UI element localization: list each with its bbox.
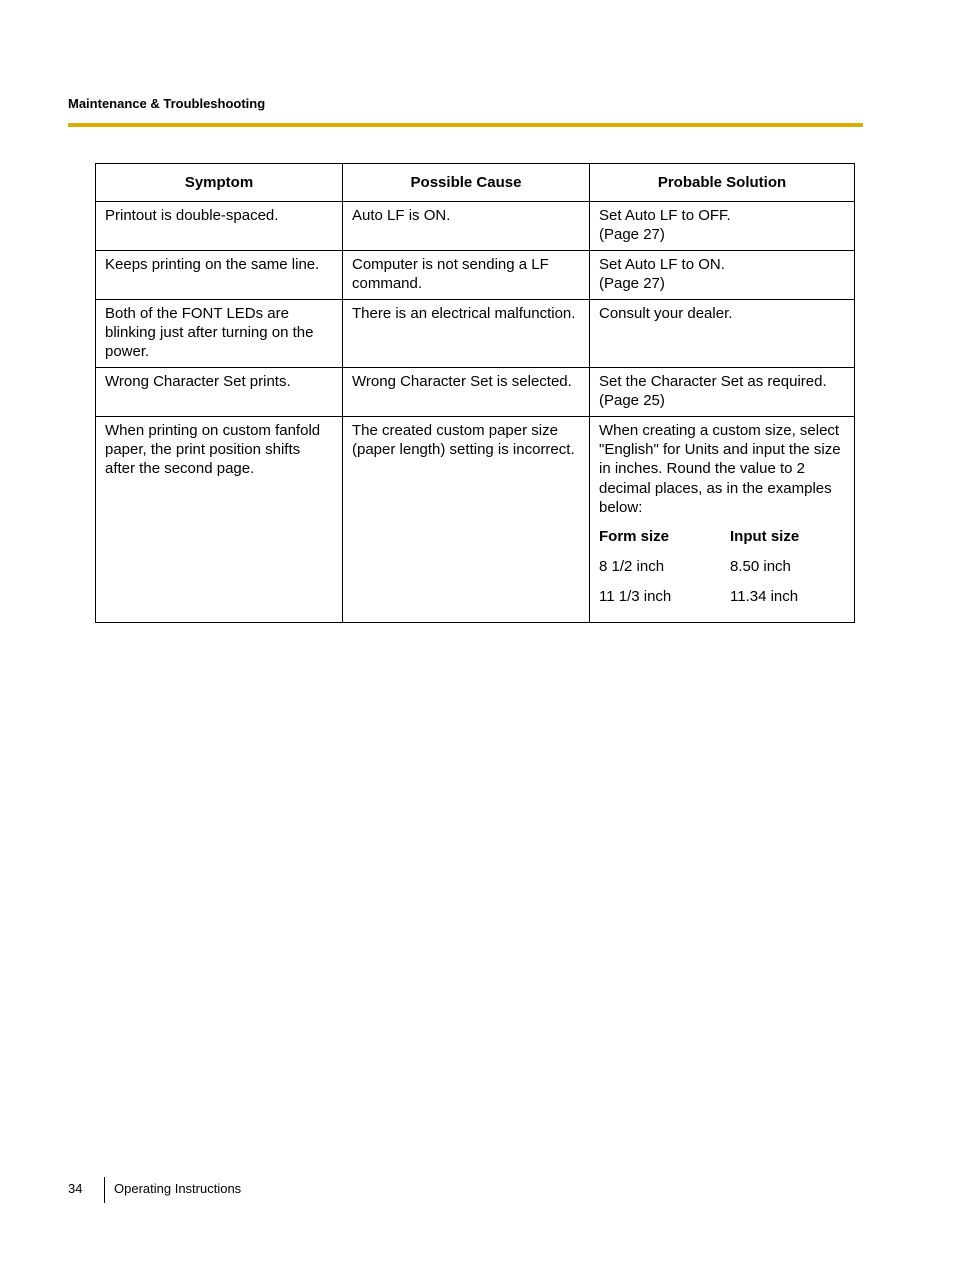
table-row [96,299,855,367]
column-header-cause: Possible Cause [343,164,590,202]
column-header-symptom: Symptom [96,164,343,202]
form-size-header: Form size [599,527,670,545]
size-conversion-table [599,527,845,617]
table-row [96,367,855,416]
table-header-row [96,164,855,202]
cause-cell: Auto LF is ON. [343,202,590,251]
form-size-value: 8 1/2 inch [599,557,665,575]
cause-cell: The created custom paper size (paper length) setting is incorrect. [343,416,590,622]
cause-cell: Wrong Character Set is selected. [343,367,590,416]
table-row [96,416,855,622]
symptom-cell: Printout is double-spaced. [96,202,343,251]
input-size-header: Input size [730,527,800,545]
input-size-value: 11.34 inch [730,587,799,605]
solution-text: Set the Character Set as required. [599,372,827,390]
solution-cell [590,202,855,251]
solution-cell [590,250,855,299]
section-title: Maintenance & Troubleshooting [68,96,266,111]
cause-cell: There is an electrical malfunction. [343,299,590,367]
solution-cell [590,416,855,622]
solution-text: Set Auto LF to OFF. [599,207,731,224]
table-row [96,250,855,299]
header-rule [68,123,863,127]
solution-cell [590,367,855,416]
page-reference: (Page 27) [599,226,665,244]
page-reference: (Page 27) [599,275,665,293]
form-size-value: 11 1/3 inch [599,587,672,605]
solution-text: Set Auto LF to ON. [599,255,725,273]
solution-cell [590,299,855,367]
troubleshooting-table [95,163,855,623]
page-number: 34 [68,1181,83,1196]
cause-cell: Computer is not sending a LF command. [343,250,590,299]
symptom-cell: When printing on custom fanfold paper, the print position shifts after the second page. [96,416,343,622]
footer-divider [104,1177,105,1203]
page-reference: (Page 25) [599,392,665,410]
symptom-cell: Wrong Character Set prints. [96,367,343,416]
input-size-value: 8.50 inch [730,557,791,575]
solution-text: Consult your dealer. [599,304,733,322]
table-row [96,202,855,251]
footer-doc-title: Operating Instructions [114,1181,242,1196]
column-header-solution: Probable Solution [590,164,855,202]
symptom-cell: Keeps printing on the same line. [96,250,343,299]
symptom-cell: Both of the FONT LEDs are blinking just after turning on the power. [96,299,343,367]
solution-text: When creating a custom size, select "English" for Units and input the size in inches. Round the value to 2 decimal places, as in the examples below: [599,421,841,517]
